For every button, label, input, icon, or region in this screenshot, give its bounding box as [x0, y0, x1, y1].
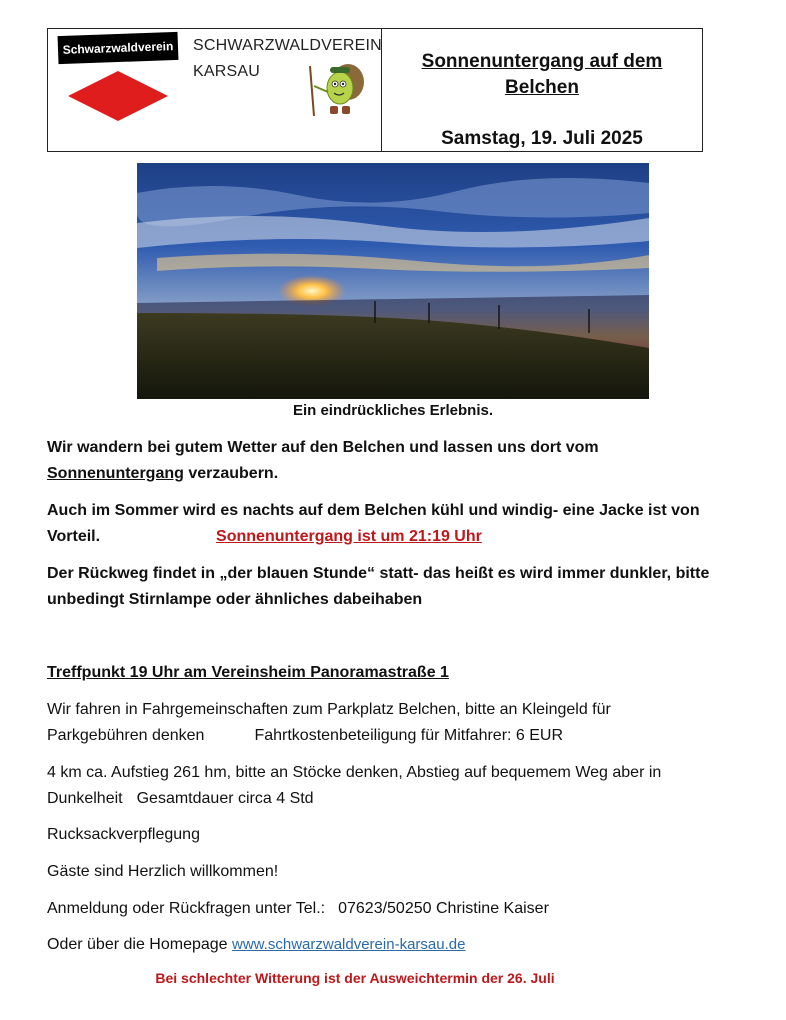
carpool-paragraph	[47, 697, 747, 749]
carpool-cost: Fahrtkostenbeteiligung für Mitfahrer: 6 EUR	[254, 727, 564, 744]
guests-note: Gäste sind Herzlich willkommen!	[47, 863, 279, 880]
warning-line2	[47, 524, 747, 550]
event-title-line1: Sonnenuntergang auf dem	[421, 51, 663, 72]
return-line2: unbedingt Stirnlampe oder ähnliches dabeihaben	[47, 591, 423, 608]
route-line1: 4 km ca. Aufstieg 261 hm, bitte an Stöcke denken, Abstieg auf bequemem Weg aber in	[47, 764, 662, 781]
org-name-line1: SCHWARZWALDVEREIN	[193, 37, 382, 54]
meeting-point: Treffpunkt 19 Uhr am Vereinsheim Panoramastraße 1	[47, 664, 449, 681]
carpool-line2-text: Parkgebühren denken	[47, 727, 205, 744]
homepage-label: Oder über die Homepage	[47, 936, 228, 953]
intro-paragraph	[47, 435, 747, 487]
homepage-line	[47, 932, 747, 958]
event-date: Samstag, 19. Juli 2025	[441, 128, 643, 149]
hiker-mascot-icon	[300, 58, 368, 120]
route-paragraph	[47, 760, 747, 812]
sunset-time-note: Sonnenuntergang ist um 21:19 Uhr	[216, 528, 482, 545]
registration-line	[47, 896, 747, 922]
photo-caption: Ein eindrückliches Erlebnis.	[292, 402, 494, 419]
route-line2-text: Dunkelheit	[47, 790, 123, 807]
warning-paragraph	[47, 498, 747, 550]
carpool-line1: Wir fahren in Fahrgemeinschaften zum Parkplatz Belchen, bitte an Kleingeld für	[47, 701, 611, 718]
registration-phone: 07623/50250 Christine Kaiser	[338, 900, 549, 917]
warning-line2-text: Vorteil.	[47, 528, 101, 545]
intro-line2	[47, 461, 747, 487]
org-name-line2: KARSAU	[193, 63, 260, 80]
return-paragraph	[47, 561, 747, 613]
return-line1: Der Rückweg findet in „der blauen Stunde“ statt- das heißt es wird immer dunkler, bitte	[47, 565, 710, 582]
alternative-date-note: Bei schlechter Witterung ist der Ausweichtermin der 26. Juli	[155, 970, 555, 986]
route-duration: Gesamtdauer circa 4 Std	[136, 790, 314, 807]
intro-line2-rest: verzaubern.	[183, 465, 279, 482]
intro-line1: Wir wandern bei gutem Wetter auf den Belchen und lassen uns dort vom	[47, 439, 599, 456]
route-line2	[47, 786, 747, 812]
event-title-line2: Belchen	[505, 77, 579, 98]
registration-label: Anmeldung oder Rückfragen unter Tel.:	[47, 900, 326, 917]
warning-line1: Auch im Sommer wird es nachts auf dem Belchen kühl und windig- eine Jacke ist von	[47, 502, 700, 519]
red-diamond-logo	[66, 70, 170, 122]
food-note: Rucksackverpflegung	[47, 826, 200, 843]
carpool-line2	[47, 723, 747, 749]
sunset-photo	[137, 163, 649, 399]
event-title	[382, 49, 702, 101]
homepage-link[interactable]: www.schwarzwaldverein-karsau.de	[232, 936, 466, 953]
intro-underlined-word: Sonnenuntergang	[47, 465, 184, 482]
org-logo-badge: Schwarzwaldverein	[58, 32, 179, 64]
